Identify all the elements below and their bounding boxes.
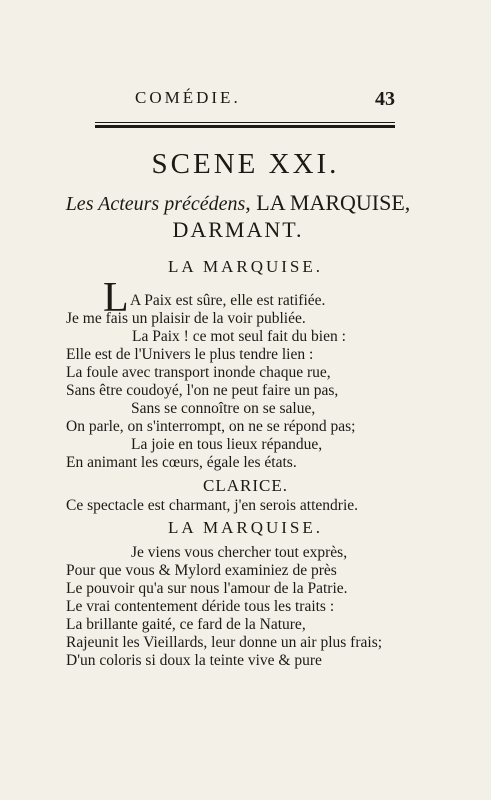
verse-line: En animant les cœurs, égale les états. bbox=[66, 454, 297, 471]
verse-line: Je me fais un plaisir de la voir publiée. bbox=[66, 310, 306, 327]
running-head: COMÉDIE. bbox=[135, 88, 241, 107]
speaker-name: LA MARQUISE. bbox=[167, 257, 323, 276]
verse-line: La Paix ! ce mot seul fait du bien : bbox=[132, 328, 346, 345]
verse-line: On parle, on s'interrompt, on ne se répond pas; bbox=[66, 418, 356, 435]
verse-line: Sans se connoître on se salue, bbox=[131, 400, 316, 417]
speaker-name: LA MARQUISE. bbox=[167, 518, 323, 537]
verse-line: Le vrai contentement déride tous les traits : bbox=[66, 598, 335, 615]
verse-line: La foule avec transport inonde chaque rue, bbox=[66, 364, 331, 381]
verse-line: A Paix est sûre, elle est ratifiée. bbox=[130, 292, 326, 309]
character-list bbox=[58, 190, 418, 243]
scene-title: SCENE XXI. bbox=[151, 148, 340, 180]
verse-line: Je viens vous chercher tout exprès, bbox=[131, 544, 348, 561]
verse-line: Rajeunit les Vieillards, leur donne un air plus frais; bbox=[66, 634, 383, 651]
verse-line: Pour que vous & Mylord examiniez de près bbox=[66, 562, 337, 579]
verse-line: Le pouvoir qu'a sur nous l'amour de la Patrie. bbox=[66, 580, 348, 597]
verse-line: La joie en tous lieux répandue, bbox=[131, 436, 323, 453]
drop-cap: L bbox=[103, 275, 129, 321]
verse-line: Ce spectacle est charmant, j'en serois attendrie. bbox=[66, 497, 359, 514]
characters-italic: Les Acteurs précédens bbox=[65, 193, 246, 215]
header-rule bbox=[95, 122, 395, 128]
speaker-name: CLARICE. bbox=[203, 476, 288, 495]
page-number: 43 bbox=[375, 88, 395, 110]
verse-line: Sans être coudoyé, l'on ne peut faire un pas, bbox=[66, 382, 339, 399]
verse-line: D'un coloris si doux la teinte vive & pure bbox=[66, 652, 322, 669]
characters-rest: , LA MARQUISE, bbox=[245, 190, 411, 215]
verse-line: La brillante gaité, ce fard de la Nature, bbox=[66, 616, 306, 633]
characters-line2: DARMANT. bbox=[172, 217, 304, 242]
verse-line: Elle est de l'Univers le plus tendre lien : bbox=[66, 346, 314, 363]
